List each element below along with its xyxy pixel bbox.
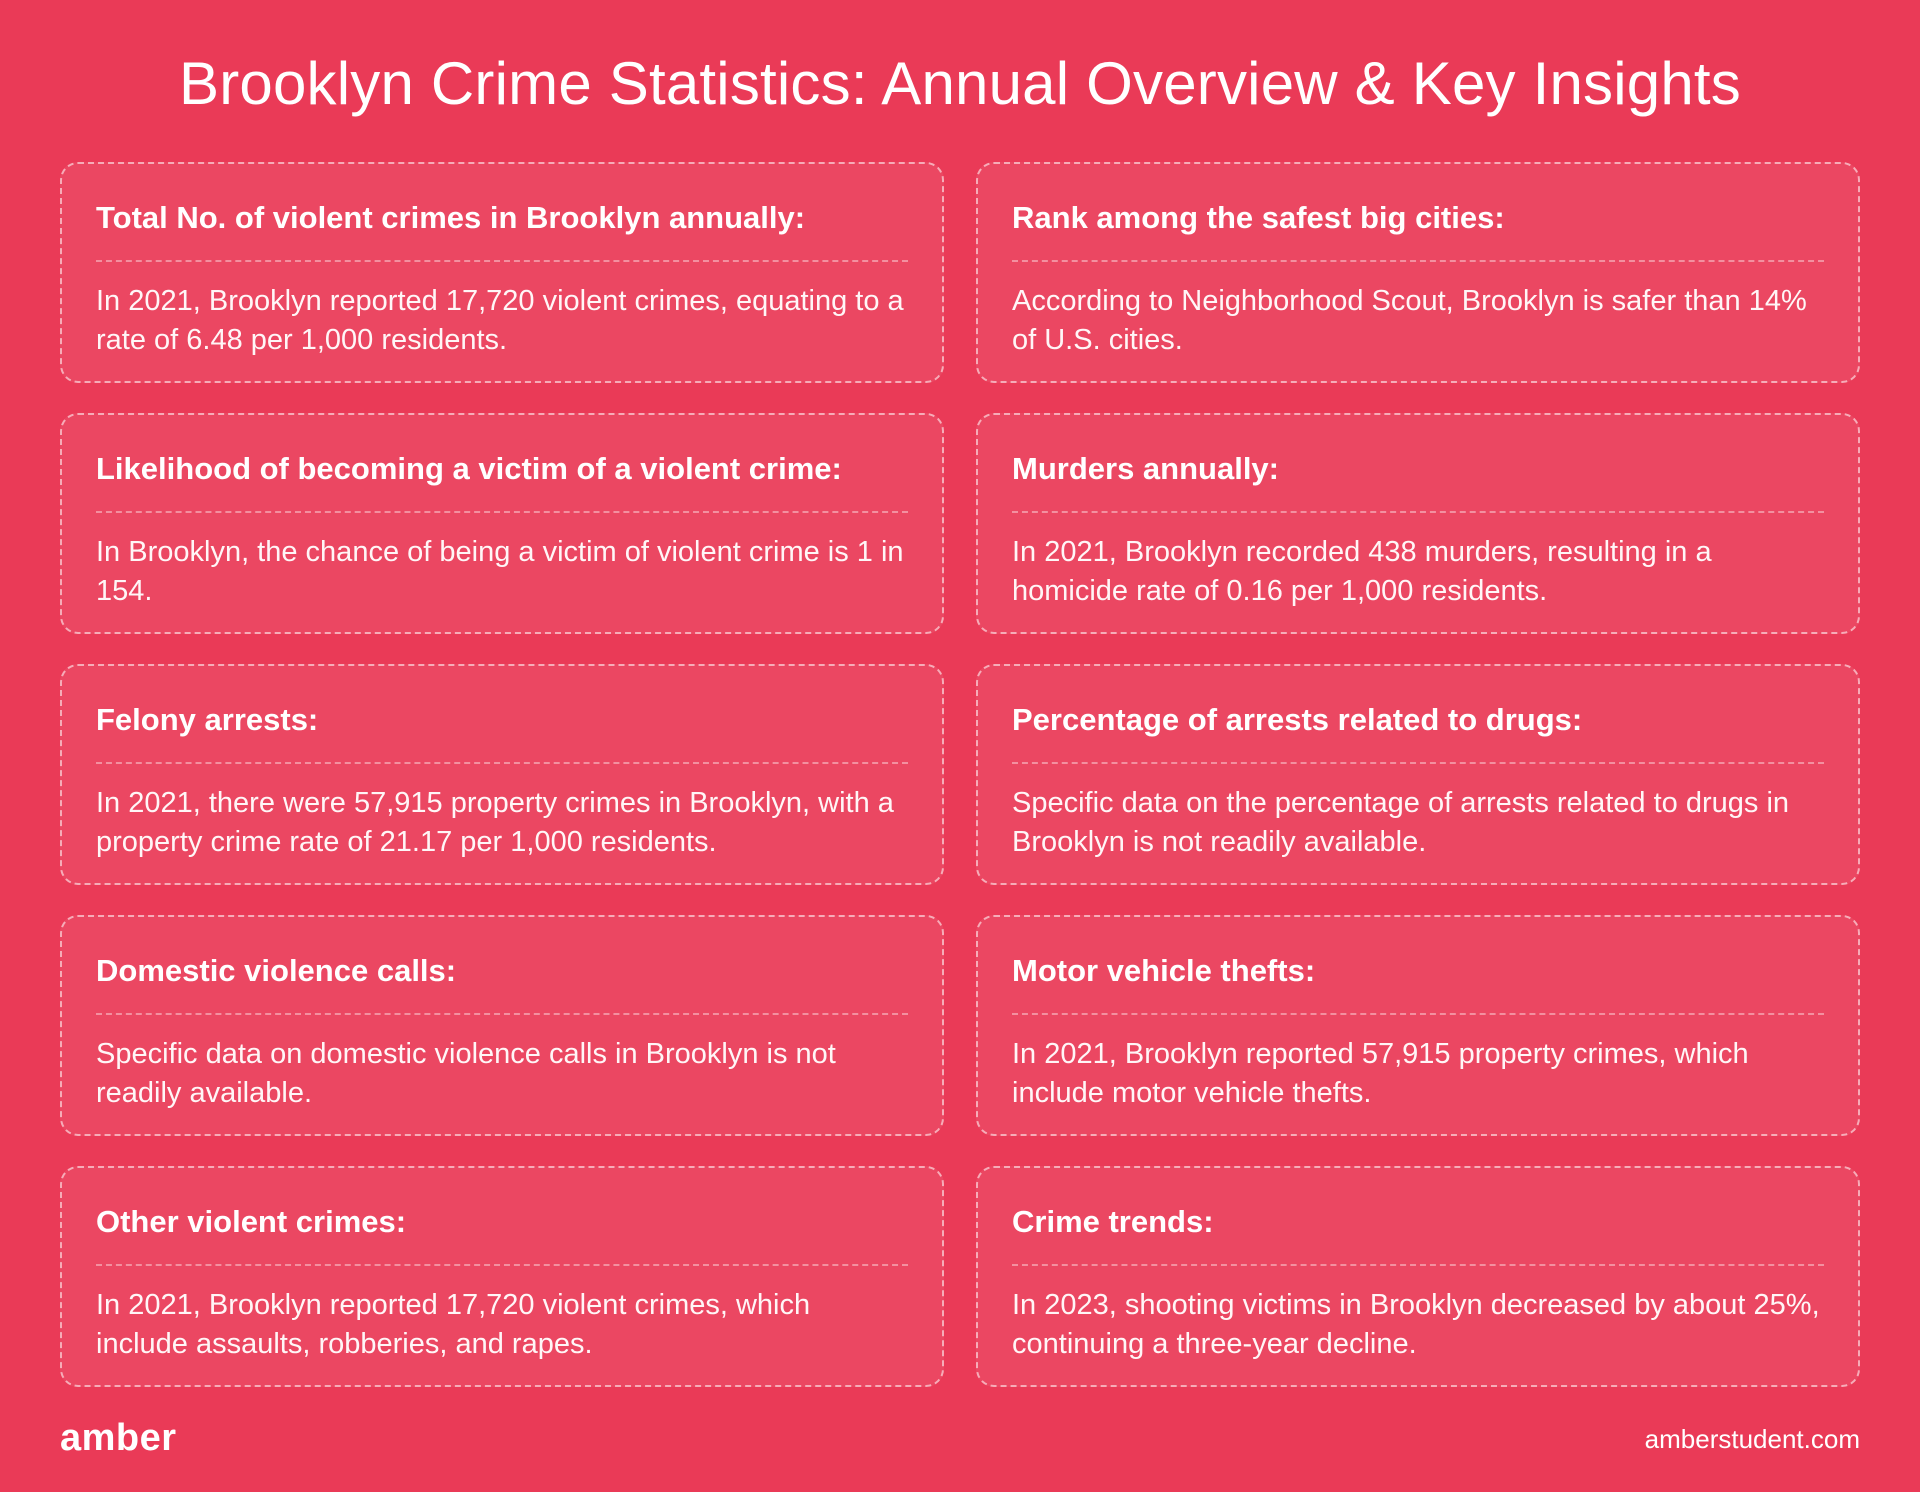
card-divider xyxy=(96,1264,908,1266)
card-body: In 2021, there were 57,915 property crimes in Brooklyn, with a property crime rate of 21.17 per 1,000 residents. xyxy=(96,787,894,858)
stat-card-felony-arrests xyxy=(60,664,944,885)
page-title: Brooklyn Crime Statistics: Annual Overview & Key Insights xyxy=(179,50,1741,117)
stats-grid xyxy=(60,162,1860,1387)
card-divider xyxy=(96,511,908,513)
stat-card-crime-trends xyxy=(976,1166,1860,1387)
card-body: Specific data on the percentage of arrests related to drugs in Brooklyn is not readily available. xyxy=(1012,787,1790,858)
card-body: According to Neighborhood Scout, Brooklyn is safer than 14% of U.S. cities. xyxy=(1012,285,1807,356)
card-heading: Other violent crimes: xyxy=(96,1204,407,1239)
card-heading: Rank among the safest big cities: xyxy=(1012,200,1505,235)
card-heading: Likelihood of becoming a victim of a violent crime: xyxy=(96,451,842,486)
card-divider xyxy=(1012,762,1824,764)
card-heading: Murders annually: xyxy=(1012,451,1279,486)
stat-card-motor-vehicle-thefts xyxy=(976,915,1860,1136)
card-divider xyxy=(96,260,908,262)
card-body: In 2021, Brooklyn recorded 438 murders, resulting in a homicide rate of 0.16 per 1,000 residents. xyxy=(1012,536,1712,607)
card-heading: Felony arrests: xyxy=(96,702,319,737)
card-body: In 2023, shooting victims in Brooklyn decreased by about 25%, continuing a three-year decline. xyxy=(1012,1289,1820,1360)
stat-card-total-violent-crimes xyxy=(60,162,944,383)
card-heading: Motor vehicle thefts: xyxy=(1012,953,1316,988)
stat-card-victim-likelihood xyxy=(60,413,944,634)
card-divider xyxy=(1012,511,1824,513)
site-url: amberstudent.com xyxy=(1644,1424,1860,1454)
card-heading: Crime trends: xyxy=(1012,1204,1214,1239)
card-body: In 2021, Brooklyn reported 17,720 violent crimes, which include assaults, robberies, and rapes. xyxy=(96,1289,811,1360)
brand-logo: amber xyxy=(60,1417,177,1459)
stat-card-domestic-violence xyxy=(60,915,944,1136)
card-body: In Brooklyn, the chance of being a victim of violent crime is 1 in 154. xyxy=(96,536,904,607)
card-divider xyxy=(1012,1264,1824,1266)
stat-card-drug-arrests xyxy=(976,664,1860,885)
card-body: Specific data on domestic violence calls in Brooklyn is not readily available. xyxy=(96,1038,836,1109)
card-heading: Domestic violence calls: xyxy=(96,953,457,988)
card-divider xyxy=(96,762,908,764)
card-body: In 2021, Brooklyn reported 17,720 violent crimes, equating to a rate of 6.48 per 1,000 residents. xyxy=(96,285,904,356)
card-divider xyxy=(1012,1013,1824,1015)
card-body: In 2021, Brooklyn reported 57,915 property crimes, which include motor vehicle thefts. xyxy=(1012,1038,1749,1109)
stat-card-other-violent-crimes xyxy=(60,1166,944,1387)
card-divider xyxy=(96,1013,908,1015)
stat-card-murders xyxy=(976,413,1860,634)
stat-card-safest-cities-rank xyxy=(976,162,1860,383)
card-heading: Percentage of arrests related to drugs: xyxy=(1012,702,1583,737)
card-divider xyxy=(1012,260,1824,262)
card-heading: Total No. of violent crimes in Brooklyn annually: xyxy=(96,200,806,235)
